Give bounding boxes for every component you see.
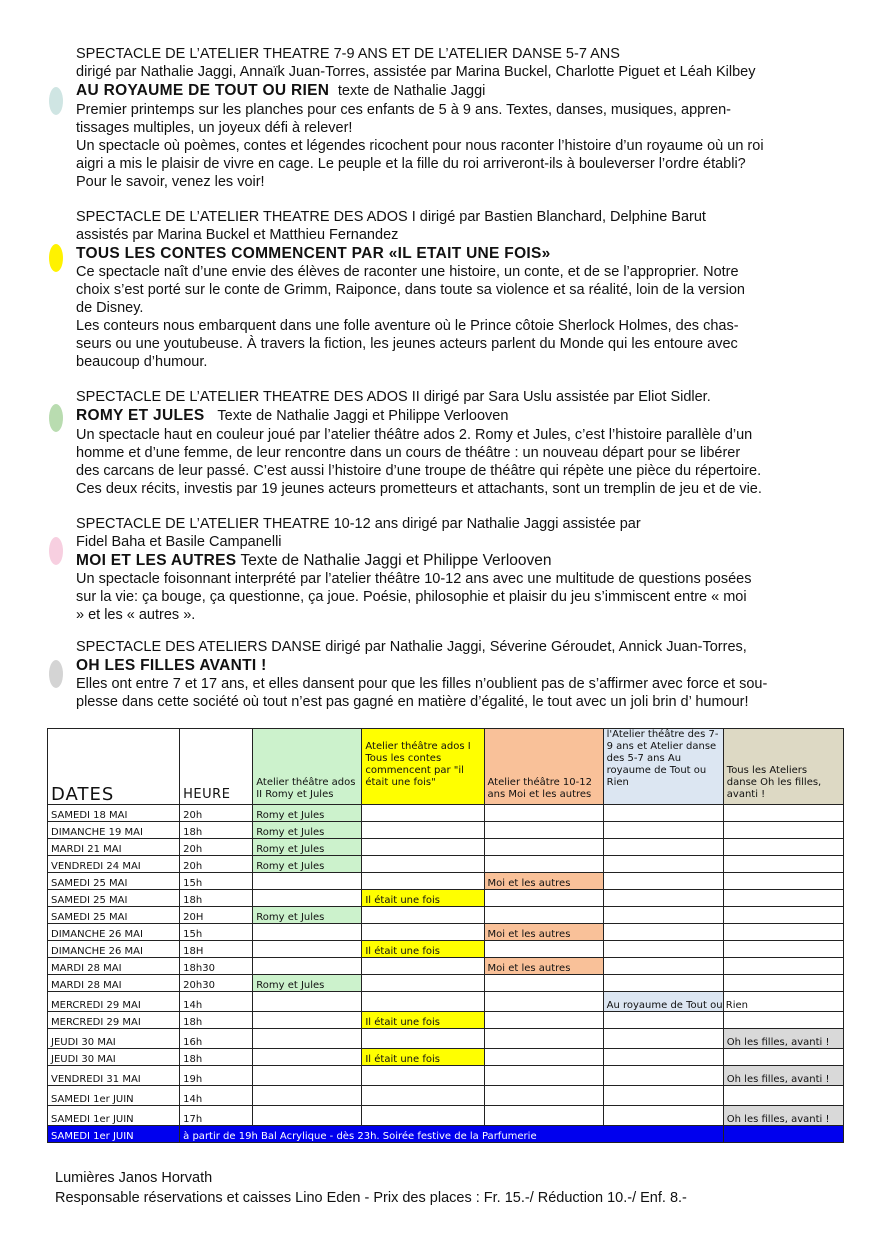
table-row: [48, 958, 844, 975]
cell-ados2: [253, 992, 362, 1012]
cell-t1012: [484, 890, 603, 907]
cell-date: DIMANCHE 19 MAI: [48, 822, 180, 839]
cell-heure: 14h: [180, 1086, 253, 1106]
cell-t79: [603, 907, 723, 924]
table-row: [48, 1012, 844, 1029]
table-row: [48, 907, 844, 924]
cell-ados1: [362, 958, 484, 975]
cell-ados2: [253, 924, 362, 941]
section-body-line: Un spectacle foisonnant interprété par l’atelier théâtre 10-12 ans avec une multitude de questions posées: [76, 571, 752, 587]
cell-danse: [723, 873, 843, 890]
cell-danse: [723, 856, 843, 873]
cell-ados1: [362, 839, 484, 856]
section-contes: [76, 208, 821, 371]
section-subtitle: Texte de Nathalie Jaggi et Philippe Verlooven: [217, 408, 509, 424]
cell-danse: [723, 839, 843, 856]
footer-lights: Lumières Janos Horvath: [55, 1170, 213, 1186]
cell-heure: 16h: [180, 1029, 253, 1049]
header-ados2: Atelier théâtre ados II Romy et Jules: [253, 729, 362, 805]
section-intro-line: dirigé par Nathalie Jaggi, Annaïk Juan-Torres, assistée par Marina Buckel, Charlotte Piguet et Léah Kilbey: [76, 64, 756, 80]
table-row: [48, 805, 844, 822]
table-row: [48, 856, 844, 873]
section-body-line: des carcans de leur passé. C’est aussi l’histoire d’une troupe de théâtre qui répète une pièce du répertoire.: [76, 463, 762, 479]
cell-t79: [603, 941, 723, 958]
section-intro-line: assistés par Marina Buckel et Matthieu Fernandez: [76, 227, 399, 243]
cell-ados1: [362, 1086, 484, 1106]
cell-ados1: Il était une fois: [362, 941, 484, 958]
section-body-line: Ce spectacle naît d’une envie des élèves de raconter une histoire, un conte, et de se l’approprier. Notre: [76, 264, 739, 280]
cell-heure: 20h: [180, 805, 253, 822]
cell-t1012: [484, 839, 603, 856]
cell-t1012: [484, 856, 603, 873]
section-body-line: Premier printemps sur les planches pour ces enfants de 5 à 9 ans. Textes, danses, musiques, appren-: [76, 102, 731, 118]
cell-date: SAMEDI 18 MAI: [48, 805, 180, 822]
section-title-line: [76, 244, 821, 263]
section-intro-line: SPECTACLE DE L’ATELIER THEATRE DES ADOS II dirigé par Sara Uslu assistée par Eliot Sidler.: [76, 389, 711, 405]
section-body-line: de Disney.: [76, 300, 144, 316]
section-dot: [49, 537, 63, 565]
table-row: [48, 992, 844, 1012]
cell-ados1: [362, 822, 484, 839]
table-row: [48, 924, 844, 941]
cell-danse: [723, 1012, 843, 1029]
cell-ados2: [253, 1049, 362, 1066]
cell-t79: [603, 873, 723, 890]
cell-t1012: [484, 1012, 603, 1029]
cell-ados2: Romy et Jules: [253, 822, 362, 839]
section-title: ROMY ET JULES: [76, 407, 205, 424]
table-row: [48, 1049, 844, 1066]
section-dot: [49, 404, 63, 432]
cell-heure: 18h: [180, 1012, 253, 1029]
schedule-body: [48, 805, 844, 1143]
cell-t1012: Moi et les autres: [484, 958, 603, 975]
header-ados1: Atelier théâtre ados I Tous les contes commencent par "il était une fois": [362, 729, 484, 805]
cell-t79: [603, 1086, 723, 1106]
section-intro-line: Fidel Baha et Basile Campanelli: [76, 534, 282, 550]
cell-heure: 18h: [180, 822, 253, 839]
table-row: [48, 1029, 844, 1049]
section-subtitle: texte de Nathalie Jaggi: [337, 83, 486, 99]
cell-danse: Oh les filles, avanti !: [723, 1106, 843, 1126]
cell-t1012: [484, 941, 603, 958]
cell-ados2: Romy et Jules: [253, 975, 362, 992]
table-row: [48, 873, 844, 890]
section-title: OH LES FILLES AVANTI !: [76, 657, 267, 674]
cell-heure: 15h: [180, 873, 253, 890]
cell-ados1: [362, 975, 484, 992]
cell-ados2: Romy et Jules: [253, 907, 362, 924]
cell-t79: [603, 1106, 723, 1126]
section-title-line: [76, 81, 821, 101]
cell-ados1: Il était une fois: [362, 1049, 484, 1066]
cell-t79: [603, 822, 723, 839]
table-row: [48, 975, 844, 992]
cell-date: MERCREDI 29 MAI: [48, 1012, 180, 1029]
cell-heure: 17h: [180, 1106, 253, 1126]
cell-t1012: [484, 992, 603, 1012]
section-body-line: Les conteurs nous embarquent dans une folle aventure où le Prince côtoie Sherlock Holmes, des chas-: [76, 318, 739, 334]
cell-date: DIMANCHE 26 MAI: [48, 941, 180, 958]
cell-heure: 14h: [180, 992, 253, 1012]
cell-ados1: Il était une fois: [362, 1012, 484, 1029]
cell-t1012: [484, 1029, 603, 1049]
header-dates: DATES: [48, 729, 180, 805]
cell-date: DIMANCHE 26 MAI: [48, 924, 180, 941]
cell-date: SAMEDI 25 MAI: [48, 873, 180, 890]
cell-ados2: [253, 890, 362, 907]
cell-date: VENDREDI 31 MAI: [48, 1066, 180, 1086]
section-royaume: [76, 45, 821, 191]
cell-date: SAMEDI 1er JUIN: [48, 1106, 180, 1126]
section-body-line: aigri a mis le plaisir de vivre en cage. Le peuple et la fille du roi arriveront-ils à bouleverser l’ordre établi?: [76, 156, 746, 172]
header-danse: Tous les Ateliers danse Oh les filles, avanti !: [723, 729, 843, 805]
table-row: [48, 890, 844, 907]
table-row: [48, 1086, 844, 1106]
cell-t79: [603, 1029, 723, 1049]
cell-t79: [603, 1049, 723, 1066]
section-dot: [49, 87, 63, 115]
section-subtitle: Texte de Nathalie Jaggi et Philippe Verlooven: [240, 552, 552, 569]
table-row: [48, 822, 844, 839]
cell-date: MERCREDI 29 MAI: [48, 992, 180, 1012]
cell-date: VENDREDI 24 MAI: [48, 856, 180, 873]
cell-ados2: Romy et Jules: [253, 805, 362, 822]
section-body-line: seurs ou une youtubeuse. À travers la fiction, les jeunes acteurs parlent du Monde qui les entoure avec: [76, 336, 738, 352]
section-body-line: choix s’est porté sur le conte de Grimm, Raiponce, dans toute sa violence et sa réalité, loin de la version: [76, 282, 745, 298]
cell-date: MARDI 21 MAI: [48, 839, 180, 856]
cell-ados1: [362, 856, 484, 873]
section-intro-line: SPECTACLE DE L’ATELIER THEATRE DES ADOS I dirigé par Bastien Blanchard, Delphine Barut: [76, 209, 706, 225]
section-body-line: beaucoup d’humour.: [76, 354, 208, 370]
cell-ados1: [362, 907, 484, 924]
cell-t1012: [484, 907, 603, 924]
cell-ados2: Romy et Jules: [253, 839, 362, 856]
cell-danse: [723, 890, 843, 907]
cell-ados2: [253, 1012, 362, 1029]
cell-ados2: [253, 1029, 362, 1049]
schedule-table: [47, 728, 844, 1143]
section-title-line: [76, 656, 821, 675]
section-title: TOUS LES CONTES COMMENCENT PAR «IL ETAIT UNE FOIS»: [76, 245, 551, 262]
cell-ados2: [253, 1106, 362, 1126]
cell-ados1: [362, 992, 484, 1012]
cell-danse: [723, 907, 843, 924]
cell-t79: [603, 1066, 723, 1086]
section-intro-line: SPECTACLE DE L’ATELIER THEATRE 10-12 ans dirigé par Nathalie Jaggi assistée par: [76, 516, 641, 532]
cell-date: JEUDI 30 MAI: [48, 1049, 180, 1066]
cell-ados2: [253, 873, 362, 890]
cell-t79: [603, 975, 723, 992]
cell-ados2: Romy et Jules: [253, 856, 362, 873]
cell-t79: [603, 839, 723, 856]
cell-t79: [603, 1012, 723, 1029]
cell-heure: 20h: [180, 856, 253, 873]
section-body-line: sur la vie: ça bouge, ça questionne, ça joue. Poésie, philosophie et plaisir du jeu s’immiscent entre « moi: [76, 589, 747, 605]
table-row: [48, 1106, 844, 1126]
cell-final-event: à partir de 19h Bal Acrylique - dès 23h. Soirée festive de la Parfumerie: [180, 1126, 724, 1143]
cell-danse: [723, 822, 843, 839]
table-row: [48, 941, 844, 958]
cell-t79: [603, 890, 723, 907]
cell-ados2: [253, 1066, 362, 1086]
cell-t79: [603, 856, 723, 873]
section-body-line: Un spectacle où poèmes, contes et légendes ricochent pour nous raconter l’histoire d’un royaume où un roi: [76, 138, 764, 154]
section-title-line: [76, 551, 821, 570]
header-t1012: Atelier théâtre 10-12 ans Moi et les autres: [484, 729, 603, 805]
section-body-line: tissages multiples, un joyeux défi à relever!: [76, 120, 353, 136]
section-danse: [76, 638, 821, 711]
cell-ados1: Il était une fois: [362, 890, 484, 907]
cell-ados2: [253, 941, 362, 958]
section-intro-line: SPECTACLE DES ATELIERS DANSE dirigé par Nathalie Jaggi, Séverine Géroudet, Annick Juan-Torres,: [76, 639, 747, 655]
cell-t79: [603, 805, 723, 822]
cell-ados1: [362, 805, 484, 822]
section-title: MOI ET LES AUTRES: [76, 552, 237, 569]
cell-danse: [723, 958, 843, 975]
cell-danse: [723, 975, 843, 992]
cell-heure: 20H: [180, 907, 253, 924]
cell-ados1: [362, 873, 484, 890]
cell-heure: 18h: [180, 890, 253, 907]
cell-heure: 20h30: [180, 975, 253, 992]
cell-t79: [603, 958, 723, 975]
section-body-line: Pour le savoir, venez les voir!: [76, 174, 265, 190]
cell-danse: [723, 1049, 843, 1066]
table-row: [48, 839, 844, 856]
section-body-line: » et les « autres ».: [76, 607, 196, 623]
cell-date: SAMEDI 1er JUIN: [48, 1126, 180, 1143]
section-dot: [49, 660, 63, 688]
cell-heure: 18H: [180, 941, 253, 958]
cell-heure: 20h: [180, 839, 253, 856]
section-body-line: Un spectacle haut en couleur joué par l’atelier théâtre ados 2. Romy et Jules, c’est l’histoire parallèle d’un: [76, 427, 753, 443]
cell-t79: [603, 924, 723, 941]
cell-t1012: [484, 1106, 603, 1126]
cell-danse: [723, 1086, 843, 1106]
cell-heure: 18h: [180, 1049, 253, 1066]
cell-ados1: [362, 924, 484, 941]
section-title: AU ROYAUME DE TOUT OU RIEN: [76, 82, 330, 99]
table-row-final: [48, 1126, 844, 1143]
cell-heure: 15h: [180, 924, 253, 941]
header-heure: HEURE: [180, 729, 253, 805]
cell-t79: Au royaume de Tout ou Rien: [603, 992, 723, 1012]
cell-danse: [723, 924, 843, 941]
cell-danse: [723, 941, 843, 958]
cell-t1012: [484, 805, 603, 822]
cell-ados1: [362, 1106, 484, 1126]
cell-danse: Oh les filles, avanti !: [723, 1066, 843, 1086]
cell-ados1: [362, 1029, 484, 1049]
section-dot: [49, 244, 63, 272]
cell-danse: [723, 805, 843, 822]
section-romy: [76, 388, 821, 498]
section-body-line: plesse dans cette société où tout n’est pas gagné en matière d’égalité, le tout avec un joli brin d’ humour!: [76, 694, 749, 710]
table-row: [48, 1066, 844, 1086]
footer: [55, 1168, 687, 1208]
cell-date: JEUDI 30 MAI: [48, 1029, 180, 1049]
section-body-line: homme et d’une femme, de leur rencontre dans un cours de théâtre : un nouveau départ pour se libérer: [76, 445, 741, 461]
cell-heure: 18h30: [180, 958, 253, 975]
section-title-line: [76, 406, 821, 426]
cell-date: MARDI 28 MAI: [48, 958, 180, 975]
cell-t1012: Moi et les autres: [484, 924, 603, 941]
cell-date: SAMEDI 25 MAI: [48, 907, 180, 924]
cell-ados1: [362, 1066, 484, 1086]
cell-heure: 19h: [180, 1066, 253, 1086]
header-t79: l'Atelier théâtre des 7-9 ans et Atelier danse des 5-7 ans Au royaume de Tout ou Rien: [603, 729, 723, 805]
cell-date: MARDI 28 MAI: [48, 975, 180, 992]
cell-t1012: Moi et les autres: [484, 873, 603, 890]
section-body-line: Ces deux récits, investis par 19 jeunes acteurs prometteurs et attachants, sont un tremplin de jeu et de vie.: [76, 481, 762, 497]
cell-date: SAMEDI 1er JUIN: [48, 1086, 180, 1106]
cell-t1012: [484, 1049, 603, 1066]
section-body-line: Elles ont entre 7 et 17 ans, et elles dansent pour que les filles n’oublient pas de s’affirmer avec force et sou-: [76, 676, 768, 692]
cell-t1012: [484, 822, 603, 839]
section-moi: [76, 515, 821, 624]
cell-t1012: [484, 1066, 603, 1086]
cell-ados2: [253, 1086, 362, 1106]
cell-empty: [723, 1126, 843, 1143]
cell-date: SAMEDI 25 MAI: [48, 890, 180, 907]
footer-reservations: Responsable réservations et caisses Lino Eden - Prix des places : Fr. 15.-/ Réduction 10.-/ Enf. 8.-: [55, 1190, 687, 1206]
cell-danse: Oh les filles, avanti !: [723, 1029, 843, 1049]
table-header-row: [48, 729, 844, 805]
cell-t1012: [484, 1086, 603, 1106]
cell-ados2: [253, 958, 362, 975]
cell-t1012: [484, 975, 603, 992]
section-intro-line: SPECTACLE DE L’ATELIER THEATRE 7-9 ANS ET DE L’ATELIER DANSE 5-7 ANS: [76, 46, 620, 62]
